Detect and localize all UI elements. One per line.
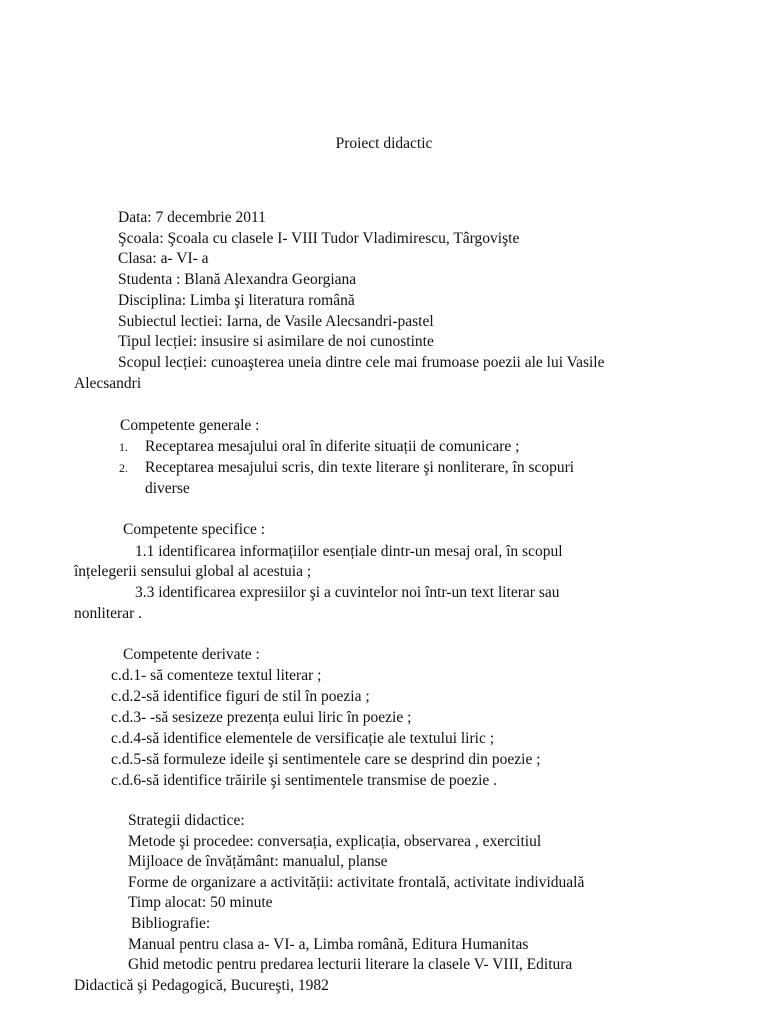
bibliography-entry-1: Manual pentru clasa a- VI- a, Limba română, Editura Humanitas: [128, 936, 529, 953]
student-line: Studenta : Blană Alexandra Georgiana: [118, 271, 357, 288]
derived-competence: c.d.4-să identifice elementele de versificație ale textului liric ;: [111, 730, 495, 747]
teaching-materials-line: Mijloace de învățământ: manualul, planse: [128, 853, 388, 870]
derived-competence: c.d.3- -să sesizeze prezența eului liric în poezie ;: [111, 709, 412, 726]
bibliography-heading: Bibliografie:: [131, 915, 211, 932]
organization-forms-line: Forme de organizare a activității: activitate frontală, activitate individuală: [128, 874, 585, 891]
list-number: 1.: [119, 440, 128, 454]
derived-competence: c.d.2-să identifice figuri de stil în poezia ;: [111, 688, 370, 705]
class-line: Clasa: a- VI- a: [118, 250, 209, 267]
school-line: Şcoala: Şcoala cu clasele I- VIII Tudor Vladimirescu, Târgovişte: [118, 230, 520, 247]
derived-competence: c.d.5-să formuleze ideile şi sentimentele care se desprind din poezie ;: [111, 751, 541, 768]
allotted-time-line: Timp alocat: 50 minute: [128, 894, 273, 911]
bibliography-entry-2-continuation: Didactică şi Pedagogică, Bucureşti, 1982: [74, 977, 329, 994]
general-competence-1: Receptarea mesajului oral în diferite situații de comunicare ;: [145, 438, 520, 455]
document-title: Proiect didactic: [335, 135, 433, 152]
lesson-goal-line: Scopul lecției: cunoaşterea uneia dintre cele mai frumoase poezii ale lui Vasile: [118, 354, 605, 371]
date-line: Data: 7 decembrie 2011: [118, 209, 266, 226]
derived-competences-heading: Competente derivate :: [123, 646, 260, 663]
specific-competence-2-continuation: nonliterar .: [74, 605, 143, 622]
strategies-heading: Strategii didactice:: [128, 812, 245, 829]
general-competence-2-continuation: diverse: [145, 480, 190, 497]
specific-competence-1-continuation: înțelegerii sensului global al acestuia ;: [74, 563, 312, 580]
methods-line: Metode şi procedee: conversația, explicația, observarea , exercitiul: [128, 833, 542, 850]
list-number: 2.: [119, 461, 128, 475]
lesson-goal-continuation: Alecsandri: [74, 375, 142, 392]
derived-competence: c.d.1- să comenteze textul literar ;: [111, 667, 322, 684]
specific-competence-2: 3.3 identificarea expresiilor şi a cuvintelor noi într-un text literar sau: [135, 584, 560, 601]
general-competences-heading: Competente generale :: [120, 417, 260, 434]
discipline-line: Disciplina: Limba şi literatura română: [118, 292, 355, 309]
subject-line: Subiectul lectiei: Iarna, de Vasile Alecsandri-pastel: [118, 313, 434, 330]
derived-competence: c.d.6-să identifice trăirile şi sentimentele transmise de poezie .: [111, 772, 498, 789]
general-competence-2: Receptarea mesajului scris, din texte literare şi nonliterare, în scopuri: [145, 459, 575, 476]
bibliography-entry-2: Ghid metodic pentru predarea lecturii literare la clasele V- VIII, Editura: [128, 956, 573, 973]
lesson-type-line: Tipul lecției: insusire si asimilare de noi cunostinte: [118, 333, 434, 350]
specific-competence-1: 1.1 identificarea informațiilor esențiale dintr-un mesaj oral, în scopul: [135, 543, 563, 560]
specific-competences-heading: Competente specifice :: [123, 521, 266, 538]
